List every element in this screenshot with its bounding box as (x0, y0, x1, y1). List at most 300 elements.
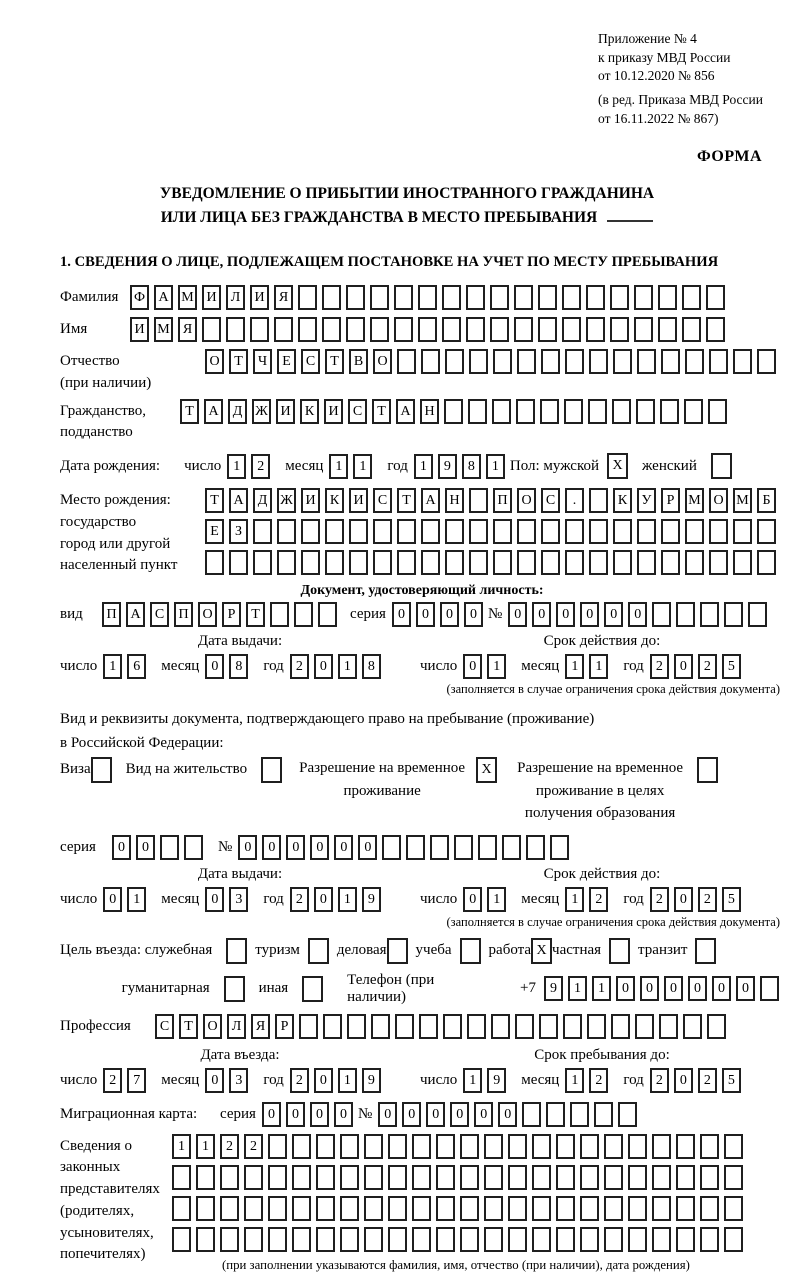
char-cell[interactable] (466, 285, 485, 310)
char-cell[interactable] (277, 519, 296, 544)
char-cell[interactable] (708, 399, 727, 424)
char-cell[interactable] (618, 1102, 637, 1127)
char-cell[interactable] (682, 317, 701, 342)
char-cell[interactable] (325, 550, 344, 575)
char-cell[interactable] (388, 1134, 407, 1159)
char-cell[interactable]: 1 (565, 654, 584, 679)
char-cell[interactable] (292, 1196, 311, 1221)
char-cell[interactable] (613, 550, 632, 575)
char-cell[interactable]: 9 (544, 976, 563, 1001)
char-cell[interactable]: 0 (314, 887, 333, 912)
char-cell[interactable] (292, 1227, 311, 1252)
char-cell[interactable]: Т (229, 349, 248, 374)
char-cell[interactable] (226, 317, 245, 342)
char-cell[interactable]: Д (228, 399, 247, 424)
char-cell[interactable] (580, 1227, 599, 1252)
char-cell[interactable]: 1 (338, 1068, 357, 1093)
char-cell[interactable]: 1 (227, 454, 246, 479)
char-cell[interactable] (556, 1165, 575, 1190)
char-cell[interactable]: И (130, 317, 149, 342)
char-cell[interactable]: С (348, 399, 367, 424)
char-cell[interactable]: 3 (229, 887, 248, 912)
char-cell[interactable] (611, 1014, 630, 1039)
char-cell[interactable]: О (205, 349, 224, 374)
char-cell[interactable] (634, 317, 653, 342)
char-cell[interactable] (532, 1134, 551, 1159)
char-cell[interactable] (397, 519, 416, 544)
char-cell[interactable]: Т (205, 488, 224, 513)
char-cell[interactable] (580, 1165, 599, 1190)
char-cell[interactable] (493, 349, 512, 374)
char-cell[interactable] (436, 1196, 455, 1221)
char-cell[interactable] (364, 1196, 383, 1221)
char-cell[interactable]: 1 (463, 1068, 482, 1093)
temp-residence-checkbox[interactable]: X (476, 757, 497, 783)
char-cell[interactable] (442, 317, 461, 342)
char-cell[interactable]: 1 (127, 887, 146, 912)
char-cell[interactable]: 2 (650, 654, 669, 679)
char-cell[interactable] (589, 349, 608, 374)
char-cell[interactable] (604, 1227, 623, 1252)
char-cell[interactable] (612, 399, 631, 424)
char-cell[interactable] (250, 317, 269, 342)
char-cell[interactable] (419, 1014, 438, 1039)
char-cell[interactable]: 0 (580, 602, 599, 627)
purpose-private-checkbox[interactable] (609, 938, 630, 964)
char-cell[interactable]: 0 (604, 602, 623, 627)
char-cell[interactable]: 6 (127, 654, 146, 679)
char-cell[interactable] (700, 602, 719, 627)
char-cell[interactable] (580, 1196, 599, 1221)
char-cell[interactable]: 0 (310, 835, 329, 860)
char-cell[interactable]: 2 (290, 654, 309, 679)
char-cell[interactable]: 2 (251, 454, 270, 479)
char-cell[interactable] (468, 399, 487, 424)
char-cell[interactable]: Л (226, 285, 245, 310)
char-cell[interactable]: 8 (229, 654, 248, 679)
char-cell[interactable] (517, 550, 536, 575)
char-cell[interactable] (660, 399, 679, 424)
char-cell[interactable] (538, 317, 557, 342)
char-cell[interactable]: 2 (650, 1068, 669, 1093)
char-cell[interactable] (490, 285, 509, 310)
char-cell[interactable]: Я (178, 317, 197, 342)
char-cell[interactable] (586, 285, 605, 310)
char-cell[interactable]: 0 (674, 1068, 693, 1093)
char-cell[interactable] (563, 1014, 582, 1039)
char-cell[interactable] (493, 550, 512, 575)
char-cell[interactable] (637, 550, 656, 575)
char-cell[interactable]: 2 (589, 1068, 608, 1093)
purpose-humanitarian-checkbox[interactable] (224, 976, 245, 1002)
char-cell[interactable] (508, 1165, 527, 1190)
char-cell[interactable] (683, 1014, 702, 1039)
char-cell[interactable] (661, 349, 680, 374)
char-cell[interactable] (491, 1014, 510, 1039)
char-cell[interactable] (514, 317, 533, 342)
char-cell[interactable]: 0 (310, 1102, 329, 1127)
char-cell[interactable]: М (178, 285, 197, 310)
char-cell[interactable] (244, 1227, 263, 1252)
char-cell[interactable] (469, 349, 488, 374)
char-cell[interactable] (316, 1134, 335, 1159)
char-cell[interactable] (661, 519, 680, 544)
char-cell[interactable] (299, 1014, 318, 1039)
char-cell[interactable] (205, 550, 224, 575)
char-cell[interactable] (469, 519, 488, 544)
char-cell[interactable] (659, 1014, 678, 1039)
char-cell[interactable] (436, 1134, 455, 1159)
char-cell[interactable]: 2 (103, 1068, 122, 1093)
char-cell[interactable] (594, 1102, 613, 1127)
char-cell[interactable] (412, 1134, 431, 1159)
char-cell[interactable]: 0 (205, 654, 224, 679)
char-cell[interactable]: 0 (628, 602, 647, 627)
char-cell[interactable] (436, 1165, 455, 1190)
char-cell[interactable] (706, 285, 725, 310)
char-cell[interactable] (196, 1227, 215, 1252)
char-cell[interactable] (658, 285, 677, 310)
char-cell[interactable] (610, 285, 629, 310)
char-cell[interactable] (220, 1227, 239, 1252)
char-cell[interactable] (196, 1196, 215, 1221)
char-cell[interactable] (364, 1227, 383, 1252)
char-cell[interactable] (268, 1227, 287, 1252)
char-cell[interactable]: Т (372, 399, 391, 424)
char-cell[interactable]: 2 (650, 887, 669, 912)
char-cell[interactable] (277, 550, 296, 575)
char-cell[interactable]: 8 (362, 654, 381, 679)
purpose-study-checkbox[interactable] (460, 938, 481, 964)
char-cell[interactable] (460, 1196, 479, 1221)
char-cell[interactable] (316, 1165, 335, 1190)
char-cell[interactable] (484, 1196, 503, 1221)
char-cell[interactable]: 2 (290, 887, 309, 912)
char-cell[interactable]: Е (205, 519, 224, 544)
char-cell[interactable]: 2 (220, 1134, 239, 1159)
char-cell[interactable] (610, 317, 629, 342)
char-cell[interactable]: 1 (487, 887, 506, 912)
char-cell[interactable] (469, 488, 488, 513)
char-cell[interactable] (652, 1196, 671, 1221)
char-cell[interactable] (652, 1227, 671, 1252)
char-cell[interactable] (760, 976, 779, 1001)
char-cell[interactable] (301, 519, 320, 544)
char-cell[interactable] (541, 550, 560, 575)
char-cell[interactable]: М (154, 317, 173, 342)
char-cell[interactable] (253, 550, 272, 575)
char-cell[interactable]: 0 (556, 602, 575, 627)
char-cell[interactable] (637, 519, 656, 544)
visa-checkbox[interactable] (91, 757, 112, 783)
char-cell[interactable] (373, 519, 392, 544)
char-cell[interactable] (635, 1014, 654, 1039)
char-cell[interactable] (322, 317, 341, 342)
char-cell[interactable] (517, 349, 536, 374)
char-cell[interactable] (418, 317, 437, 342)
char-cell[interactable]: 7 (127, 1068, 146, 1093)
char-cell[interactable] (294, 602, 313, 627)
char-cell[interactable] (394, 285, 413, 310)
char-cell[interactable] (564, 399, 583, 424)
char-cell[interactable] (604, 1134, 623, 1159)
char-cell[interactable]: 1 (565, 1068, 584, 1093)
char-cell[interactable]: 0 (508, 602, 527, 627)
char-cell[interactable]: 9 (487, 1068, 506, 1093)
char-cell[interactable]: О (203, 1014, 222, 1039)
char-cell[interactable]: С (541, 488, 560, 513)
char-cell[interactable] (406, 835, 425, 860)
char-cell[interactable]: 1 (353, 454, 372, 479)
char-cell[interactable] (637, 349, 656, 374)
char-cell[interactable]: 0 (392, 602, 411, 627)
char-cell[interactable]: У (637, 488, 656, 513)
char-cell[interactable]: 0 (463, 887, 482, 912)
char-cell[interactable]: И (276, 399, 295, 424)
char-cell[interactable] (707, 1014, 726, 1039)
char-cell[interactable]: 1 (565, 887, 584, 912)
char-cell[interactable] (589, 519, 608, 544)
char-cell[interactable] (700, 1134, 719, 1159)
char-cell[interactable]: Р (661, 488, 680, 513)
char-cell[interactable] (628, 1134, 647, 1159)
char-cell[interactable] (757, 519, 776, 544)
char-cell[interactable] (253, 519, 272, 544)
char-cell[interactable]: 2 (698, 654, 717, 679)
char-cell[interactable]: 0 (378, 1102, 397, 1127)
char-cell[interactable] (298, 317, 317, 342)
char-cell[interactable] (382, 835, 401, 860)
char-cell[interactable] (316, 1227, 335, 1252)
char-cell[interactable] (268, 1134, 287, 1159)
char-cell[interactable] (658, 317, 677, 342)
char-cell[interactable] (323, 1014, 342, 1039)
residence-permit-checkbox[interactable] (261, 757, 282, 783)
char-cell[interactable]: О (198, 602, 217, 627)
char-cell[interactable] (443, 1014, 462, 1039)
char-cell[interactable]: О (373, 349, 392, 374)
char-cell[interactable]: 0 (463, 654, 482, 679)
char-cell[interactable]: П (102, 602, 121, 627)
char-cell[interactable]: Я (251, 1014, 270, 1039)
char-cell[interactable] (371, 1014, 390, 1039)
char-cell[interactable]: 2 (290, 1068, 309, 1093)
char-cell[interactable]: Т (397, 488, 416, 513)
char-cell[interactable]: Т (246, 602, 265, 627)
char-cell[interactable]: К (613, 488, 632, 513)
char-cell[interactable] (709, 349, 728, 374)
char-cell[interactable]: 0 (334, 835, 353, 860)
char-cell[interactable] (418, 285, 437, 310)
char-cell[interactable] (733, 550, 752, 575)
char-cell[interactable] (526, 835, 545, 860)
char-cell[interactable]: 1 (103, 654, 122, 679)
char-cell[interactable]: А (126, 602, 145, 627)
char-cell[interactable] (541, 519, 560, 544)
char-cell[interactable] (395, 1014, 414, 1039)
purpose-business-checkbox[interactable] (387, 938, 408, 964)
char-cell[interactable] (292, 1134, 311, 1159)
char-cell[interactable]: 0 (464, 602, 483, 627)
char-cell[interactable] (724, 602, 743, 627)
char-cell[interactable]: 0 (674, 887, 693, 912)
char-cell[interactable] (508, 1227, 527, 1252)
char-cell[interactable] (685, 349, 704, 374)
char-cell[interactable] (388, 1196, 407, 1221)
char-cell[interactable]: О (517, 488, 536, 513)
char-cell[interactable]: 2 (244, 1134, 263, 1159)
char-cell[interactable] (613, 519, 632, 544)
char-cell[interactable]: О (709, 488, 728, 513)
char-cell[interactable]: 0 (402, 1102, 421, 1127)
char-cell[interactable]: Р (222, 602, 241, 627)
sex-male-checkbox[interactable]: X (607, 453, 628, 479)
char-cell[interactable]: 5 (722, 654, 741, 679)
char-cell[interactable]: 0 (334, 1102, 353, 1127)
char-cell[interactable]: И (202, 285, 221, 310)
char-cell[interactable] (442, 285, 461, 310)
char-cell[interactable] (514, 285, 533, 310)
char-cell[interactable] (588, 399, 607, 424)
char-cell[interactable] (682, 285, 701, 310)
char-cell[interactable]: И (301, 488, 320, 513)
char-cell[interactable] (397, 550, 416, 575)
char-cell[interactable]: 2 (589, 887, 608, 912)
char-cell[interactable] (685, 550, 704, 575)
char-cell[interactable]: 0 (103, 887, 122, 912)
char-cell[interactable] (412, 1165, 431, 1190)
char-cell[interactable] (556, 1134, 575, 1159)
char-cell[interactable]: Д (253, 488, 272, 513)
char-cell[interactable]: 0 (314, 654, 333, 679)
char-cell[interactable]: П (174, 602, 193, 627)
char-cell[interactable]: 0 (238, 835, 257, 860)
char-cell[interactable] (724, 1227, 743, 1252)
char-cell[interactable] (364, 1165, 383, 1190)
char-cell[interactable] (274, 317, 293, 342)
char-cell[interactable] (492, 399, 511, 424)
char-cell[interactable]: 0 (688, 976, 707, 1001)
char-cell[interactable] (589, 550, 608, 575)
char-cell[interactable]: Ж (252, 399, 271, 424)
char-cell[interactable] (412, 1196, 431, 1221)
char-cell[interactable] (580, 1134, 599, 1159)
char-cell[interactable] (454, 835, 473, 860)
char-cell[interactable] (628, 1196, 647, 1221)
char-cell[interactable]: 0 (450, 1102, 469, 1127)
char-cell[interactable] (634, 285, 653, 310)
char-cell[interactable]: 0 (136, 835, 155, 860)
char-cell[interactable]: А (421, 488, 440, 513)
char-cell[interactable] (565, 550, 584, 575)
char-cell[interactable] (724, 1196, 743, 1221)
char-cell[interactable] (562, 285, 581, 310)
char-cell[interactable] (540, 399, 559, 424)
char-cell[interactable]: 1 (338, 887, 357, 912)
char-cell[interactable]: . (565, 488, 584, 513)
char-cell[interactable] (532, 1196, 551, 1221)
char-cell[interactable] (586, 317, 605, 342)
char-cell[interactable] (604, 1165, 623, 1190)
char-cell[interactable]: Е (277, 349, 296, 374)
purpose-other-checkbox[interactable] (302, 976, 323, 1002)
char-cell[interactable]: 1 (329, 454, 348, 479)
char-cell[interactable] (628, 1227, 647, 1252)
char-cell[interactable]: К (300, 399, 319, 424)
char-cell[interactable] (532, 1165, 551, 1190)
char-cell[interactable]: Т (325, 349, 344, 374)
char-cell[interactable] (709, 550, 728, 575)
char-cell[interactable]: С (373, 488, 392, 513)
char-cell[interactable]: Я (274, 285, 293, 310)
char-cell[interactable]: 0 (358, 835, 377, 860)
char-cell[interactable] (172, 1196, 191, 1221)
char-cell[interactable] (484, 1165, 503, 1190)
char-cell[interactable] (436, 1227, 455, 1252)
char-cell[interactable] (757, 349, 776, 374)
char-cell[interactable]: 9 (438, 454, 457, 479)
char-cell[interactable] (532, 1227, 551, 1252)
char-cell[interactable] (202, 317, 221, 342)
char-cell[interactable] (469, 550, 488, 575)
char-cell[interactable] (340, 1196, 359, 1221)
char-cell[interactable] (445, 550, 464, 575)
char-cell[interactable]: 2 (698, 887, 717, 912)
char-cell[interactable] (349, 550, 368, 575)
char-cell[interactable]: С (155, 1014, 174, 1039)
char-cell[interactable]: И (349, 488, 368, 513)
char-cell[interactable] (652, 1134, 671, 1159)
char-cell[interactable]: 3 (229, 1068, 248, 1093)
char-cell[interactable] (604, 1196, 623, 1221)
char-cell[interactable] (565, 519, 584, 544)
char-cell[interactable] (460, 1165, 479, 1190)
char-cell[interactable] (244, 1196, 263, 1221)
char-cell[interactable] (349, 519, 368, 544)
char-cell[interactable] (684, 399, 703, 424)
char-cell[interactable]: 0 (664, 976, 683, 1001)
char-cell[interactable] (325, 519, 344, 544)
char-cell[interactable] (347, 1014, 366, 1039)
char-cell[interactable]: 9 (362, 887, 381, 912)
char-cell[interactable] (394, 317, 413, 342)
char-cell[interactable] (270, 602, 289, 627)
char-cell[interactable]: 0 (262, 1102, 281, 1127)
char-cell[interactable] (676, 1165, 695, 1190)
char-cell[interactable] (460, 1134, 479, 1159)
char-cell[interactable] (346, 317, 365, 342)
char-cell[interactable] (724, 1134, 743, 1159)
char-cell[interactable] (322, 285, 341, 310)
char-cell[interactable] (502, 835, 521, 860)
char-cell[interactable] (685, 519, 704, 544)
temp-residence-edu-checkbox[interactable] (697, 757, 718, 783)
char-cell[interactable] (539, 1014, 558, 1039)
char-cell[interactable] (268, 1196, 287, 1221)
char-cell[interactable] (709, 519, 728, 544)
char-cell[interactable] (724, 1165, 743, 1190)
char-cell[interactable] (421, 519, 440, 544)
char-cell[interactable] (676, 1134, 695, 1159)
char-cell[interactable] (421, 349, 440, 374)
char-cell[interactable] (484, 1227, 503, 1252)
char-cell[interactable]: И (250, 285, 269, 310)
char-cell[interactable]: 0 (616, 976, 635, 1001)
char-cell[interactable] (340, 1165, 359, 1190)
char-cell[interactable] (522, 1102, 541, 1127)
char-cell[interactable] (652, 1165, 671, 1190)
char-cell[interactable]: 5 (722, 1068, 741, 1093)
